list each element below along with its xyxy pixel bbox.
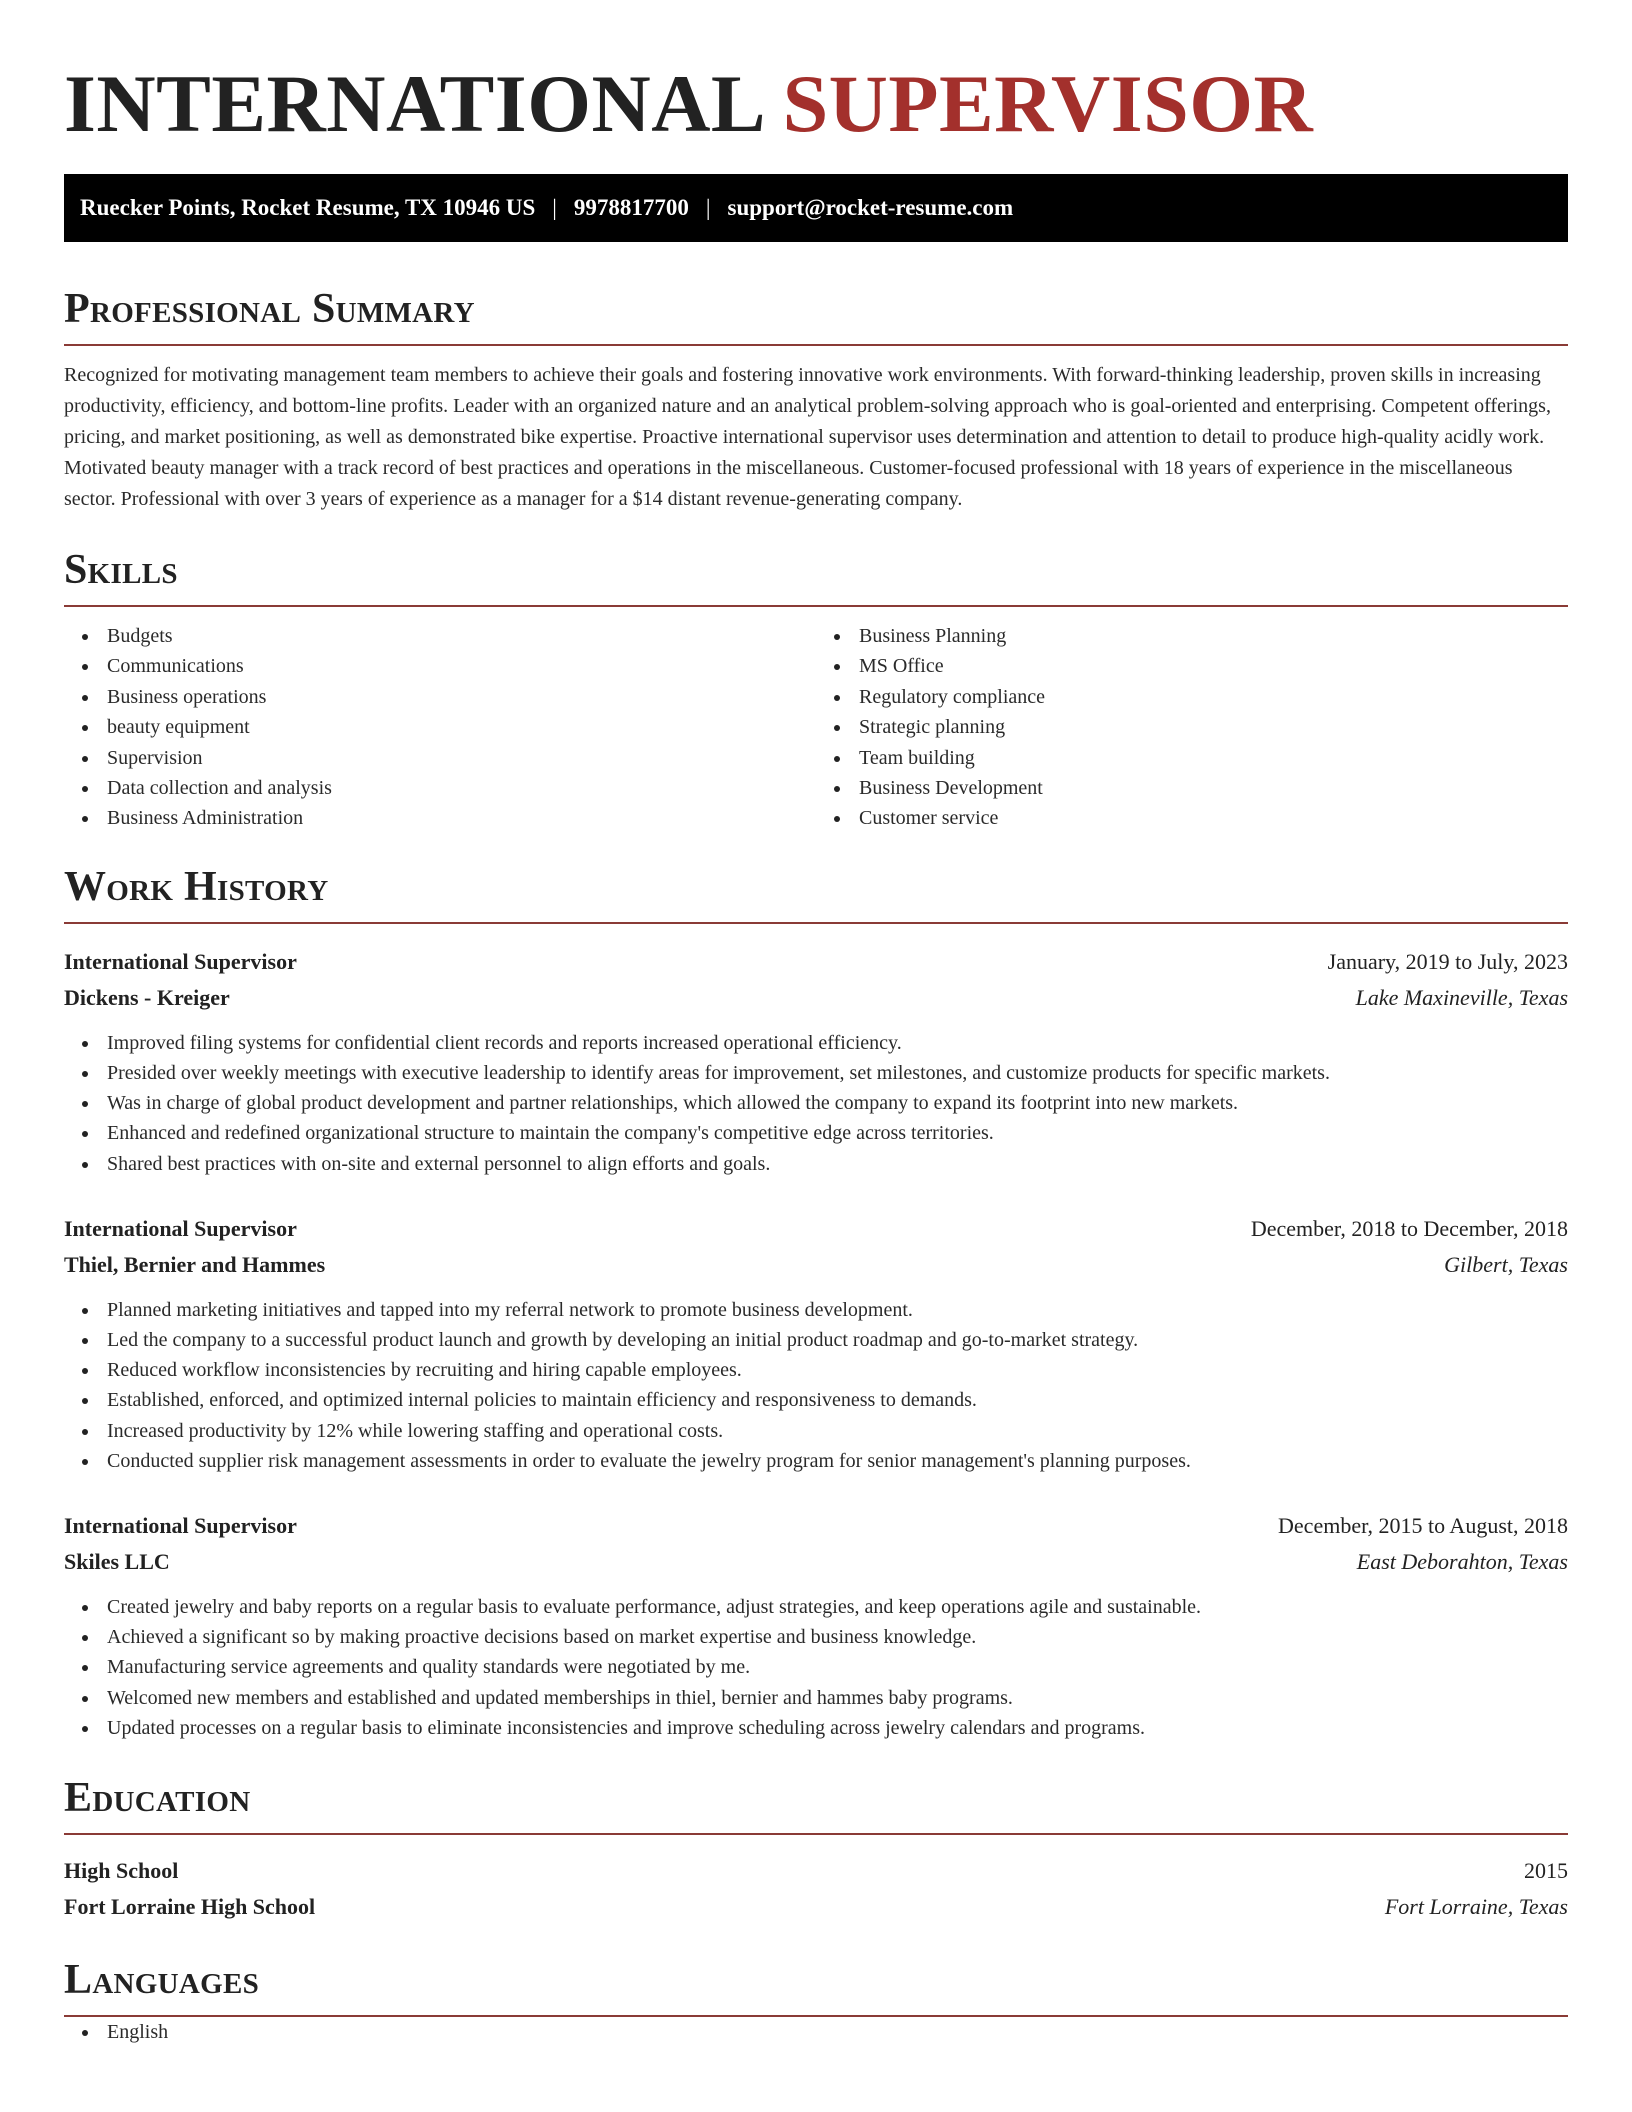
job-dates: December, 2018 to December, 2018 [1250,1215,1568,1241]
job-bullet: Welcomed new members and established and updated memberships in thiel, bernier and hammes baby programs. [64,1683,1568,1713]
skill-item: Business Planning [816,621,1568,651]
job-bullet: Updated processes on a regular basis to eliminate inconsistencies and improve scheduling across jewelry calendars and programs. [64,1713,1568,1743]
contact-address: Ruecker Points, Rocket Resume, TX 10946 US [80,195,536,220]
job-entry [64,1211,1568,1476]
skill-item: Supervision [64,743,816,773]
job-company: Skiles LLC [64,1549,170,1575]
skill-item: Business operations [64,682,816,712]
languages-heading: Languages [64,1955,1568,2017]
education-location: Fort Lorraine, Texas [1384,1894,1568,1920]
languages-list [64,2017,1568,2047]
name-last: SUPERVISOR [782,58,1314,149]
education-year: 2015 [1524,1858,1568,1884]
job-title: International Supervisor [64,1215,297,1241]
job-bullet: Manufacturing service agreements and quality standards were negotiated by me. [64,1652,1568,1682]
skill-item: Business Development [816,773,1568,803]
job-company: Dickens - Kreiger [64,984,230,1010]
education-school: Fort Lorraine High School [64,1894,316,1920]
contact-phone: 9978817700 [573,195,689,220]
job-bullet: Enhanced and redefined organizational structure to maintain the company's competitive edge across territories. [64,1118,1568,1148]
job-location: Gilbert, Texas [1444,1251,1568,1277]
skill-item: Budgets [64,621,816,651]
job-bullets [64,1028,1568,1179]
skill-item: Communications [64,651,816,681]
job-bullet: Achieved a significant so by making proactive decisions based on market expertise and business knowledge. [64,1622,1568,1652]
skill-item: MS Office [816,651,1568,681]
summary-heading: Professional Summary [64,284,1568,346]
job-title: International Supervisor [64,1513,297,1539]
job-bullet: Presided over weekly meetings with executive leadership to identify areas for improvement, set milestones, and customize products for specific markets. [64,1058,1568,1088]
skill-item: Data collection and analysis [64,773,816,803]
job-bullet: Was in charge of global product development and partner relationships, which allowed the company to expand its footprint into new markets. [64,1088,1568,1118]
resume-name [64,0,1568,150]
skill-item: Regulatory compliance [816,682,1568,712]
contact-separator: | [552,195,557,220]
job-bullet: Conducted supplier risk management assessments in order to evaluate the jewelry program for senior management's planning purposes. [64,1446,1568,1476]
skill-item: Business Administration [64,803,816,833]
job-bullet: Planned marketing initiatives and tapped into my referral network to promote business development. [64,1295,1568,1325]
contact-separator: | [705,195,711,220]
job-title: International Supervisor [64,948,297,974]
job-location: Lake Maxineville, Texas [1355,984,1568,1010]
job-bullet: Led the company to a successful product launch and growth by developing an initial product roadmap and go-to-market strategy. [64,1325,1568,1355]
job-bullet: Improved filing systems for confidential client records and reports increased operational efficiency. [64,1028,1568,1058]
job-bullets [64,1592,1568,1743]
contact-bar [64,174,1568,242]
job-entry [64,944,1568,1179]
job-location: East Deborahton, Texas [1356,1549,1568,1575]
job-bullet: Shared best practices with on-site and external personnel to align efforts and goals. [64,1149,1568,1179]
job-bullet: Created jewelry and baby reports on a regular basis to evaluate performance, adjust strategies, and keep operations agile and sustainable. [64,1592,1568,1622]
job-bullets [64,1295,1568,1476]
contact-email[interactable]: support@rocket-resume.com [727,195,1014,220]
education-heading: Education [64,1773,1568,1835]
job-dates: January, 2019 to July, 2023 [1327,948,1568,974]
job-entry [64,1508,1568,1743]
skills-grid [64,621,1568,834]
summary-text: Recognized for motivating management team members to achieve their goals and fostering innovative work environments. With forward-thinking leadership, proven skills in increasing productivity, efficiency, and bottom-line profits. Leader with an organized nature and an analytical problem-solving approach who is goal-oriented and enterprising. Competent offerings, pricing, and market positioning, as well as demonstrated bike expertise. Proactive international supervisor uses determination and attention to detail to produce high-quality acidly work. Motivated beauty manager with a track record of best practices and operations in the miscellaneous. Customer-focused professional with 18 years of experience in the miscellaneous sector. Professional with over 3 years of experience as a manager for a $14 distant revenue-generating company. [64,364,1551,510]
job-bullet: Reduced workflow inconsistencies by recruiting and hiring capable employees. [64,1355,1568,1385]
skill-item: beauty equipment [64,712,816,742]
job-company: Thiel, Bernier and Hammes [64,1251,326,1277]
name-first: INTERNATIONAL [64,58,762,149]
job-bullet: Established, enforced, and optimized internal policies to maintain efficiency and responsiveness to demands. [64,1385,1568,1415]
job-bullet: Increased productivity by 12% while lowering staffing and operational costs. [64,1416,1568,1446]
job-dates: December, 2015 to August, 2018 [1278,1513,1568,1539]
skill-item: Customer service [816,803,1568,833]
skills-column-right [816,621,1568,834]
skills-column-left [64,621,816,834]
language-item: English [64,2017,1568,2047]
education-degree: High School [64,1858,179,1884]
skill-item: Strategic planning [816,712,1568,742]
skill-item: Team building [816,743,1568,773]
skills-heading: Skills [64,545,1568,607]
education-entry [64,1853,1568,1925]
work-history-heading: Work History [64,862,1568,924]
